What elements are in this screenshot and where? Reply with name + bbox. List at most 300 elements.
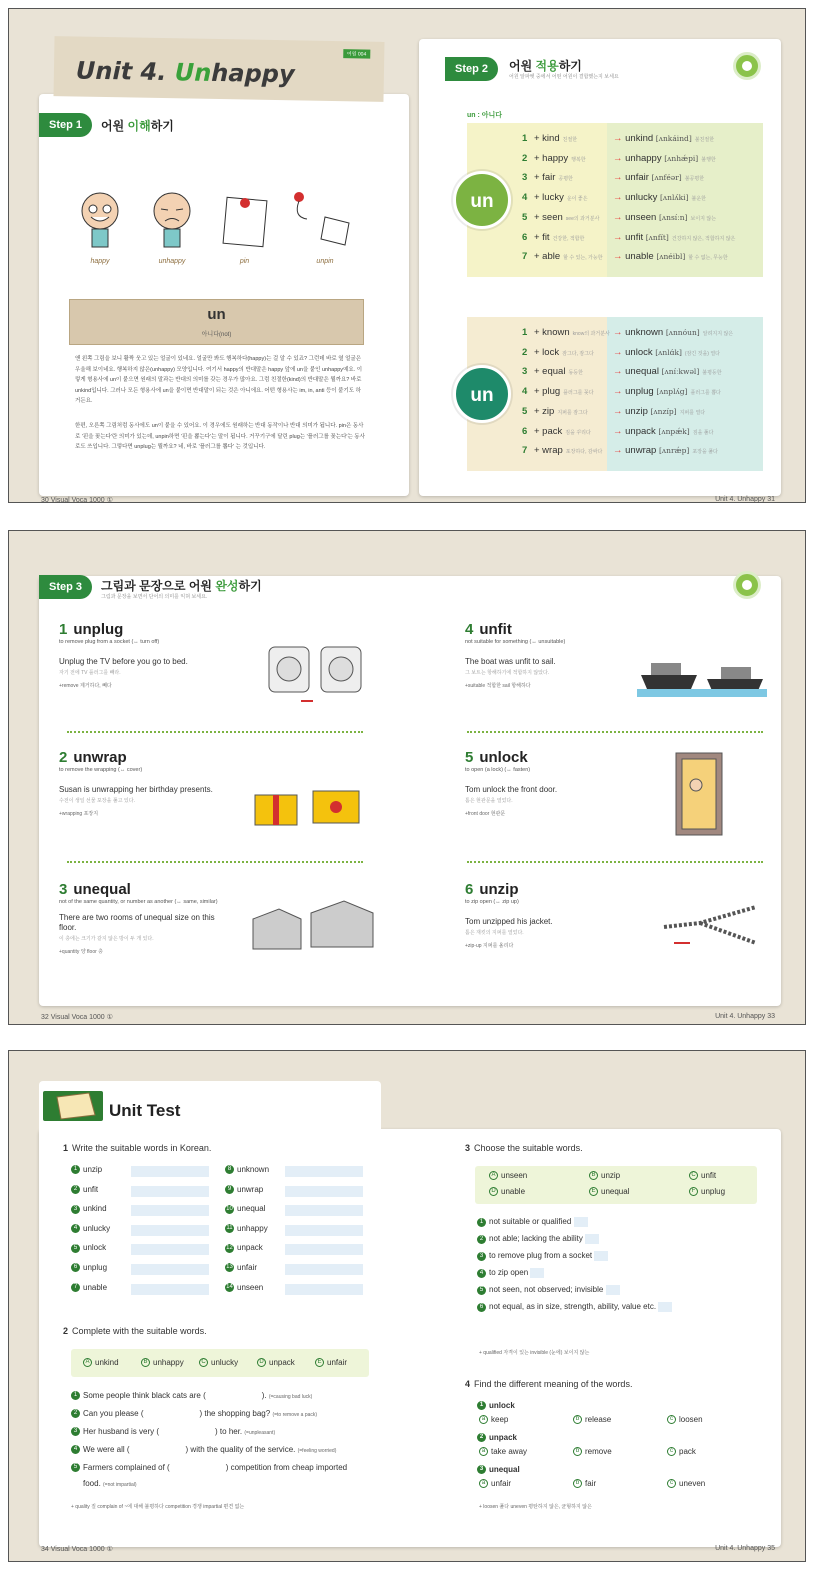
arrow-icon: → xyxy=(613,445,626,457)
option-letter: D xyxy=(257,1358,266,1367)
step2-subtitle: 어원 알파벳 중에서 어떤 어원이 결합했는지 보세요 xyxy=(509,74,619,80)
pronunciation: [ʌnplʌ́g] xyxy=(656,387,688,397)
sentence-hint: (=causing bad luck) xyxy=(268,1394,313,1400)
option-letter: B xyxy=(141,1358,150,1367)
row-number: 1 xyxy=(522,133,528,144)
option-letter: c xyxy=(667,1447,676,1456)
row-number: 5 xyxy=(522,211,528,223)
word-bank-option xyxy=(141,1358,184,1367)
option-word: unzip xyxy=(601,1171,621,1180)
pronunciation: [ʌníːkwəl] xyxy=(661,367,700,377)
item-number: 7 xyxy=(71,1283,80,1292)
q4-option[interactable] xyxy=(667,1447,696,1456)
base-meaning: 운이 좋은 xyxy=(566,196,588,203)
item-definition: not equal, as in size, strength, ability, value etc. xyxy=(489,1302,657,1312)
divider xyxy=(67,731,363,733)
arrow-icon: → xyxy=(613,366,626,378)
entry-sentence: Tom unzipped his jacket. xyxy=(465,917,553,926)
pronunciation: [ʌnéibl] xyxy=(656,252,686,262)
explanation-paragraph-2: 한편, 오른쪽 그림처럼 동사에도 un이 붙을 수 있어요. 이 경우에도 원래하는 반대 동작이나 반대 의미가 됩니다. pin은 동사로 '핀을 꽂는다'란 의미가 있는데, unpin하면 '핀을 뽑는다'는 말이 됩니다. 거꾸기구에 달린 plug는 '플러그를 꽂는다'는 동사로도 쓰입니다. 그렇다면 unplug는 뭘까요? 네, 바로 '플러그를 뽑다' 는 것입니다. xyxy=(75,423,365,450)
option-letter: A xyxy=(489,1171,498,1180)
q4-word xyxy=(477,1433,517,1442)
base-word-row xyxy=(522,247,603,267)
entry-unzip xyxy=(465,881,775,996)
sad-face-icon xyxy=(150,189,194,249)
pronunciation: [ʌnnóun] xyxy=(665,328,700,337)
derived-meaning: 불운한 xyxy=(691,196,706,203)
derived-meaning: 포장을 풀다 xyxy=(692,449,718,456)
item-word: unpack xyxy=(237,1243,263,1253)
option-word: remove xyxy=(585,1447,612,1456)
base-word-row xyxy=(522,382,594,402)
item-number: 4 xyxy=(71,1445,80,1454)
answer-field[interactable] xyxy=(285,1264,363,1275)
option-word: keep xyxy=(491,1415,509,1424)
q2-sentence xyxy=(71,1445,336,1454)
happy-face-icon xyxy=(78,189,122,249)
item-word: unplug xyxy=(83,1263,108,1272)
item-number: 11 xyxy=(226,1225,233,1232)
item-number: 4 xyxy=(477,1269,486,1278)
base-word-row xyxy=(522,343,594,363)
entry-translation: 자기 전에 TV 플러그를 빼라. xyxy=(59,670,121,676)
sentence-part: Some people think black cats are ( xyxy=(83,1391,206,1400)
entry-definition: to zip open (↔ zip up) xyxy=(465,899,519,905)
derived-meaning: 불공평한 xyxy=(684,176,705,183)
option-word: unable xyxy=(501,1187,526,1196)
base-word-row xyxy=(522,402,588,422)
answer-field[interactable] xyxy=(606,1285,620,1295)
item-number: 3 xyxy=(71,1427,80,1436)
sentence-hint: (=to remove a pack) xyxy=(272,1412,318,1418)
derived-meaning: 할 수 없는, 무능한 xyxy=(688,255,728,262)
base-meaning: know의 과거분사 xyxy=(572,331,610,337)
row-number: 4 xyxy=(522,386,528,398)
answer-field[interactable] xyxy=(594,1251,608,1261)
base-word: + known xyxy=(534,327,570,338)
entry-number: 4 xyxy=(465,621,474,638)
entry-number: 1 xyxy=(59,621,68,638)
base-meaning: 동등한 xyxy=(568,370,583,377)
pronunciation: [ʌnhǽpi] xyxy=(664,153,699,163)
arrow-icon: → xyxy=(613,192,626,204)
arrow-icon: → xyxy=(613,251,626,263)
word-block-adjectives xyxy=(467,123,763,277)
answer-field[interactable] xyxy=(530,1268,544,1278)
option-letter: A xyxy=(83,1358,92,1367)
option-letter: B xyxy=(589,1171,598,1180)
spread-step3 xyxy=(8,530,806,1025)
entry-sentence: Unplug the TV before you go to bed. xyxy=(59,657,188,666)
answer-field[interactable] xyxy=(131,1225,209,1236)
arrow-icon: → xyxy=(613,327,626,338)
q1-item xyxy=(71,1224,110,1233)
derived-word-row xyxy=(613,441,718,461)
word-bank-option xyxy=(589,1171,620,1180)
answer-field[interactable] xyxy=(285,1186,363,1197)
entry-definition: not suitable for something (↔ unsuitable) xyxy=(465,639,566,645)
item-number: 3 xyxy=(477,1465,486,1474)
item-word: unhappy xyxy=(237,1223,268,1233)
option-word: release xyxy=(585,1415,612,1424)
option-word: loosen xyxy=(679,1415,703,1424)
row-number: 7 xyxy=(522,445,528,457)
option-word: pack xyxy=(679,1447,696,1456)
q3-vocab-note: + qualified 자격이 있는 invisible (눈에) 보이지 않는 xyxy=(479,1350,590,1356)
option-letter: E xyxy=(589,1187,598,1196)
word-bank-option xyxy=(257,1358,295,1367)
entry-gloss: +front door 현관문 xyxy=(465,811,506,817)
sentence-part: ) to her. xyxy=(215,1427,245,1436)
base-word: + lock xyxy=(534,346,560,358)
q4-option[interactable] xyxy=(573,1479,596,1488)
answer-field[interactable] xyxy=(574,1217,588,1227)
pic-caption: unhappy xyxy=(158,258,186,265)
mascot-icon xyxy=(733,52,761,80)
entry-translation: 그 보트는 항해하기에 적합하지 않았다. xyxy=(465,670,550,676)
word-bank-option xyxy=(489,1171,527,1180)
arrow-icon: → xyxy=(613,211,626,223)
base-word: + lucky xyxy=(534,192,564,204)
derived-word: unlucky xyxy=(625,192,658,204)
item-number: 1 xyxy=(477,1401,486,1410)
answer-field[interactable] xyxy=(658,1302,672,1312)
q1-heading: 1 Write the suitable words in Korean. xyxy=(63,1143,212,1153)
q3-item xyxy=(477,1302,672,1312)
entry-word: unfit xyxy=(479,621,512,638)
option-letter: c xyxy=(667,1479,676,1488)
item-definition: to zip open xyxy=(489,1268,529,1278)
entry-definition: to remove the wrapping (↔ cover) xyxy=(59,767,143,773)
q4-option[interactable] xyxy=(573,1415,611,1424)
row-number: 1 xyxy=(522,327,528,338)
root-definition-box xyxy=(69,299,364,345)
entry-unplug xyxy=(59,621,369,736)
entry-word: unplug xyxy=(73,621,124,638)
word-bank-option xyxy=(489,1187,525,1196)
ships-icon xyxy=(637,639,767,699)
entry-gloss: +remove 제거하다, 빼다 xyxy=(59,683,112,689)
derived-word-row xyxy=(613,382,721,402)
derived-word: unfit xyxy=(625,231,644,243)
item-word: unkind xyxy=(83,1204,107,1214)
base-meaning: 공평한 xyxy=(558,176,573,183)
pic-unhappy xyxy=(147,189,197,265)
q4-heading: 4 Find the different meaning of the words. xyxy=(465,1379,633,1389)
q3-item xyxy=(477,1251,608,1261)
q2-sentence xyxy=(71,1391,312,1400)
derived-meaning: 불친절한 xyxy=(694,137,715,143)
pic-caption: happy xyxy=(90,258,110,265)
rooms-icon xyxy=(249,899,379,959)
answer-field[interactable] xyxy=(131,1166,209,1177)
item-word: unequal xyxy=(489,1465,520,1474)
item-number: 1 xyxy=(477,1218,486,1227)
item-number: 3 xyxy=(477,1252,486,1261)
row-number: 6 xyxy=(522,231,528,243)
pic-caption: pin xyxy=(239,258,250,265)
base-word: + happy xyxy=(534,152,569,164)
divider xyxy=(67,861,363,863)
sentence-part: ) competition from cheap imported xyxy=(225,1463,348,1472)
item-definition: not able; lacking the ability xyxy=(489,1234,583,1244)
pronunciation: [ʌnpǽk] xyxy=(658,426,690,436)
page-number-left: 30 Visual Voca 1000 ① xyxy=(41,497,113,503)
entry-gloss: +zip-up 지퍼를 올리다 xyxy=(465,943,514,949)
derived-word-row xyxy=(613,129,714,149)
derived-word: unzip xyxy=(625,405,648,417)
unit-title-card xyxy=(54,36,385,102)
entry-sentence: Susan is unwrapping her birthday presents. xyxy=(59,785,213,794)
option-letter: b xyxy=(573,1415,582,1424)
base-meaning: 잠그다, 잠그다 xyxy=(562,350,594,357)
answer-field[interactable] xyxy=(285,1225,363,1236)
q4-option[interactable] xyxy=(479,1479,511,1488)
answer-field[interactable] xyxy=(285,1244,363,1255)
word-block-verbs xyxy=(467,317,763,471)
step3-subtitle: 그림과 문장을 보면서 단어의 의미를 익혀 보세요. xyxy=(101,594,208,600)
entry-definition: to open (a lock) (↔ fasten) xyxy=(465,767,531,773)
divider xyxy=(467,861,763,863)
pronunciation: [ʌnlɑ́k] xyxy=(655,347,682,357)
word-bank-option xyxy=(589,1187,629,1196)
q4-word xyxy=(477,1401,515,1410)
base-word-row xyxy=(522,422,591,442)
item-word: unwrap xyxy=(237,1184,264,1194)
item-number: 13 xyxy=(226,1264,233,1271)
derived-word: unpack xyxy=(625,425,656,437)
q1-item xyxy=(71,1204,107,1213)
base-word-row xyxy=(522,323,610,343)
derived-word-row xyxy=(613,188,706,208)
option-word: uneven xyxy=(679,1479,706,1488)
arrow-icon: → xyxy=(613,172,626,184)
derived-meaning: 건강하지 않은, 적합하지 않은 xyxy=(671,235,736,242)
q4-option[interactable] xyxy=(479,1447,527,1456)
derived-meaning: 불행한 xyxy=(701,156,716,163)
item-word: unlucky xyxy=(83,1223,111,1233)
base-word: + fit xyxy=(534,231,550,243)
q1-item xyxy=(71,1243,106,1252)
q2-sentence xyxy=(71,1409,317,1418)
item-number: 5 xyxy=(71,1463,80,1472)
q3-heading: 3 Choose the suitable words. xyxy=(465,1143,583,1153)
item-number: 2 xyxy=(477,1235,486,1244)
answer-field[interactable] xyxy=(131,1244,209,1255)
arrow-icon: → xyxy=(613,405,626,417)
base-word: + zip xyxy=(534,405,555,417)
arrow-icon: → xyxy=(613,425,626,437)
item-word: unequal xyxy=(237,1204,266,1214)
q2-sentence-5-continued: food. (=not impartial) xyxy=(83,1479,137,1488)
q1-item xyxy=(225,1263,257,1272)
entry-number: 2 xyxy=(59,749,68,766)
item-number: 6 xyxy=(477,1303,486,1312)
entry-unlock xyxy=(465,749,775,864)
option-letter: C xyxy=(199,1358,208,1367)
entry-sentence: Tom unlock the front door. xyxy=(465,785,558,794)
plug-socket-icon xyxy=(249,639,369,709)
q1-item xyxy=(71,1165,102,1174)
row-number: 3 xyxy=(522,366,528,378)
derived-word: unequal xyxy=(625,366,659,378)
option-word: unfair xyxy=(327,1358,348,1367)
base-word-row xyxy=(522,188,588,208)
spread-unit-test xyxy=(8,1050,806,1562)
item-word: unfair xyxy=(237,1263,258,1272)
q1-item xyxy=(225,1243,263,1252)
derived-word-row xyxy=(613,362,722,382)
page-number-right: Unit 4. Unhappy 35 xyxy=(715,1545,775,1552)
base-meaning: 포장하다, 감싸다 xyxy=(565,449,603,456)
base-meaning: 짐을 꾸리다 xyxy=(565,429,591,436)
derived-meaning: 불평등한 xyxy=(702,370,722,377)
base-word: + equal xyxy=(534,366,566,378)
entry-sentence: The boat was unfit to sail. xyxy=(465,657,556,666)
item-word: unlock xyxy=(83,1243,107,1253)
derived-meaning: 알려지지 않은 xyxy=(702,331,734,337)
root-meaning-label: un : 아니다 xyxy=(467,112,503,119)
pic-caption: unpin xyxy=(316,258,334,265)
step2-title: 어원 적용하기 xyxy=(509,59,582,73)
q1-item xyxy=(225,1283,263,1292)
derived-word-row xyxy=(613,247,728,267)
sentence-hint: (=unpleasant) xyxy=(244,1430,276,1436)
page-number-right: Unit 4. Unhappy 31 xyxy=(715,496,775,503)
entry-number: 5 xyxy=(465,749,474,766)
sentence-part: Farmers complained of ( xyxy=(83,1463,170,1472)
derived-meaning: 지퍼를 열다 xyxy=(679,409,706,416)
option-letter: C xyxy=(689,1171,698,1180)
option-letter: D xyxy=(489,1187,498,1196)
item-number: 6 xyxy=(71,1263,80,1272)
q1-item xyxy=(71,1263,107,1272)
word-bank-option xyxy=(689,1187,725,1196)
base-meaning: 친절한 xyxy=(562,137,578,143)
entry-translation: 이 층에는 크기가 같지 않은 방이 두 개 있다. xyxy=(59,936,154,942)
step2-tab: Step 2 xyxy=(445,57,498,81)
q2-sentence xyxy=(71,1463,347,1472)
answer-field[interactable] xyxy=(131,1205,209,1216)
item-word: unzip xyxy=(83,1165,103,1174)
arrow-icon: → xyxy=(613,386,626,398)
entry-word: unequal xyxy=(73,881,131,898)
entry-definition: not of the same quantity, or number as another (↔ same, similar) xyxy=(59,899,218,905)
q4-vocab-note: + loosen 풀다 uneven 평탄하지 않은, 균형하지 않은 xyxy=(479,1504,592,1510)
book-icon xyxy=(43,1091,103,1121)
derived-word-row xyxy=(613,323,733,343)
answer-field[interactable] xyxy=(131,1264,209,1275)
q4-option[interactable] xyxy=(667,1415,703,1424)
pinned-paper-icon xyxy=(219,189,271,249)
option-word: unlucky xyxy=(211,1358,239,1367)
pronunciation: [ʌnsíːn] xyxy=(658,212,688,222)
divider xyxy=(467,731,763,733)
item-number: 5 xyxy=(71,1244,80,1253)
derived-word-row xyxy=(613,422,713,442)
gift-box-icon xyxy=(249,767,369,837)
pronunciation: [ʌnrǽp] xyxy=(658,446,690,456)
sentence-part: Can you please ( xyxy=(83,1409,144,1418)
answer-field[interactable] xyxy=(285,1166,363,1177)
option-word: fair xyxy=(585,1479,597,1488)
q4-option[interactable] xyxy=(667,1479,705,1488)
item-number: 2 xyxy=(71,1409,80,1418)
option-word: take away xyxy=(491,1447,528,1456)
answer-field[interactable] xyxy=(131,1186,209,1197)
pic-happy xyxy=(75,189,125,265)
derived-word: unwrap xyxy=(625,445,657,457)
entry-translation: 톰은 재킷의 지퍼를 열었다. xyxy=(465,930,524,936)
q1-item xyxy=(71,1185,98,1194)
option-letter: a xyxy=(479,1447,488,1456)
option-letter: b xyxy=(573,1479,582,1488)
arrow-icon: → xyxy=(613,133,626,144)
base-word-row xyxy=(522,441,602,461)
entry-unwrap xyxy=(59,749,369,864)
derived-meaning: 플러그를 뽑다 xyxy=(690,390,721,397)
arrow-icon: → xyxy=(613,152,626,164)
entry-word: unlock xyxy=(479,749,528,766)
mascot-icon xyxy=(733,571,761,599)
q4-option[interactable] xyxy=(573,1447,612,1456)
base-word-row xyxy=(522,149,586,169)
derived-word: unhappy xyxy=(625,152,662,164)
answer-field[interactable] xyxy=(585,1234,599,1244)
sentence-part: ). xyxy=(261,1391,269,1400)
arrow-icon: → xyxy=(613,231,626,243)
base-meaning: see의 과거분사 xyxy=(565,215,600,222)
option-word: unseen xyxy=(501,1171,528,1180)
item-definition: not suitable or qualified xyxy=(489,1217,572,1227)
q1-item xyxy=(71,1283,107,1292)
item-number: 8 xyxy=(225,1165,234,1174)
entry-unfit xyxy=(465,621,775,736)
answer-field[interactable] xyxy=(285,1284,363,1295)
option-word: unequal xyxy=(601,1187,630,1196)
entry-gloss: +suitable 적합한 sail 항해하다 xyxy=(465,683,531,689)
base-meaning: 플러그를 꽂다 xyxy=(563,390,594,397)
spread-unit-intro xyxy=(8,8,806,503)
q3-item xyxy=(477,1234,599,1244)
unit-badge: 어원 004 xyxy=(343,49,371,58)
q4-option[interactable] xyxy=(479,1415,508,1424)
item-word: unpack xyxy=(489,1433,518,1442)
zipper-icon xyxy=(660,903,760,953)
derived-word: unknown xyxy=(625,327,664,338)
answer-field[interactable] xyxy=(131,1284,209,1295)
word-bank-option xyxy=(689,1171,716,1180)
derived-meaning: 보이지 않는 xyxy=(690,215,717,222)
derived-word-row xyxy=(613,168,704,188)
answer-field[interactable] xyxy=(285,1205,363,1216)
page-number-left: 32 Visual Voca 1000 ① xyxy=(41,1014,113,1021)
base-word: + kind xyxy=(534,133,560,144)
root-word: un xyxy=(207,306,226,323)
derived-word: unfair xyxy=(625,172,649,184)
root-meaning: 아니다(not) xyxy=(201,332,232,338)
word-bank-option xyxy=(315,1358,347,1367)
base-word: + wrap xyxy=(534,445,563,457)
derived-word: unlock xyxy=(625,346,653,358)
item-number: 12 xyxy=(226,1244,233,1251)
pronunciation: [ʌnféər] xyxy=(651,173,682,183)
base-meaning: 지퍼를 잠그다 xyxy=(557,409,588,416)
q1-item xyxy=(225,1165,269,1174)
explanation-paragraph-1: 앤 왼쪽 그림을 보니 활짝 웃고 있는 얼굴이 있네요. 얼굴만 봐도 행복하다(happy)는 걸 알 수 있죠? 그런데 바로 옆 얼굴은 우울해 보이네요. 행복하지 않은(unhappy) 모양입니다. 여기서 happy의 반대말은 happy 앞에 un을 붙인 unhappy예요. 이렇게 형용사에 un이 붙으면 원래의 말과는 반대의 의미를 갖는 경우가 많아요. 그럼 친절한(kind)의 반대말은 뭘까요? 바로 unkind입니다. 그러나 모든 형용사에 un을 붙이면 반대말이 되는 것은 아니에요. 어떤 형용사는 im, in, anti 등이 붙기도 하거든요. xyxy=(75,356,363,404)
derived-meaning: 짐을 풀다 xyxy=(692,429,714,436)
derived-word: unplug xyxy=(625,386,654,398)
